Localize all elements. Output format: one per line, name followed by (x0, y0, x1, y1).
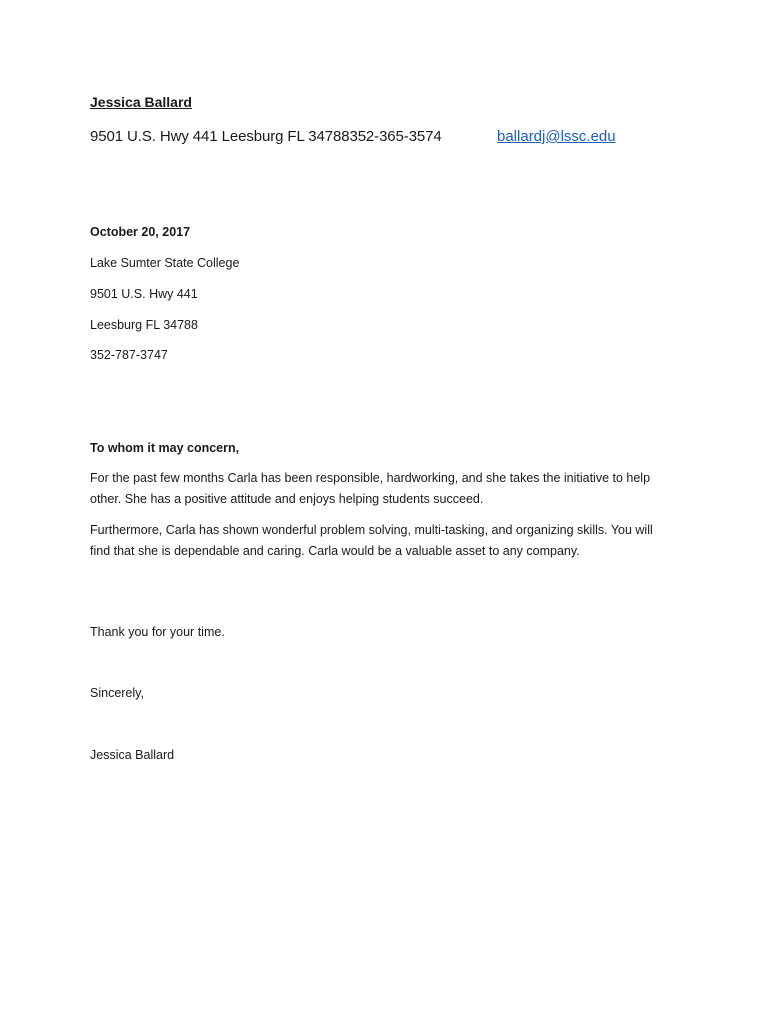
recipient-address-line1: 9501 U.S. Hwy 441 (90, 287, 198, 301)
sender-email-link[interactable]: ballardj@lssc.edu (497, 128, 616, 145)
thanks-line: Thank you for your time. (90, 625, 225, 639)
sender-name: Jessica Ballard (90, 94, 192, 110)
body-paragraph-2: Furthermore, Carla has shown wonderful problem solving, multi-tasking, and organizing skills. You will find that she is dependable and caring. Carla would be a valuable asset to any company. (90, 523, 653, 558)
letter-date: October 20, 2017 (90, 225, 191, 239)
signature: Jessica Ballard (90, 748, 175, 762)
recipient-name: Lake Sumter State College (90, 256, 240, 270)
sender-contact-line: 9501 U.S. Hwy 441 Leesburg FL 34788352-365-3574 (90, 128, 442, 145)
salutation: To whom it may concern, (90, 441, 240, 455)
body-paragraph-1: For the past few months Carla has been responsible, hardworking, and she takes the initiative to help other. She has a positive attitude and enjoys helping students succeed. (90, 471, 651, 506)
recipient-phone: 352-787-3747 (90, 348, 168, 362)
closing: Sincerely, (90, 686, 144, 700)
recipient-address-line2: Leesburg FL 34788 (90, 318, 198, 332)
